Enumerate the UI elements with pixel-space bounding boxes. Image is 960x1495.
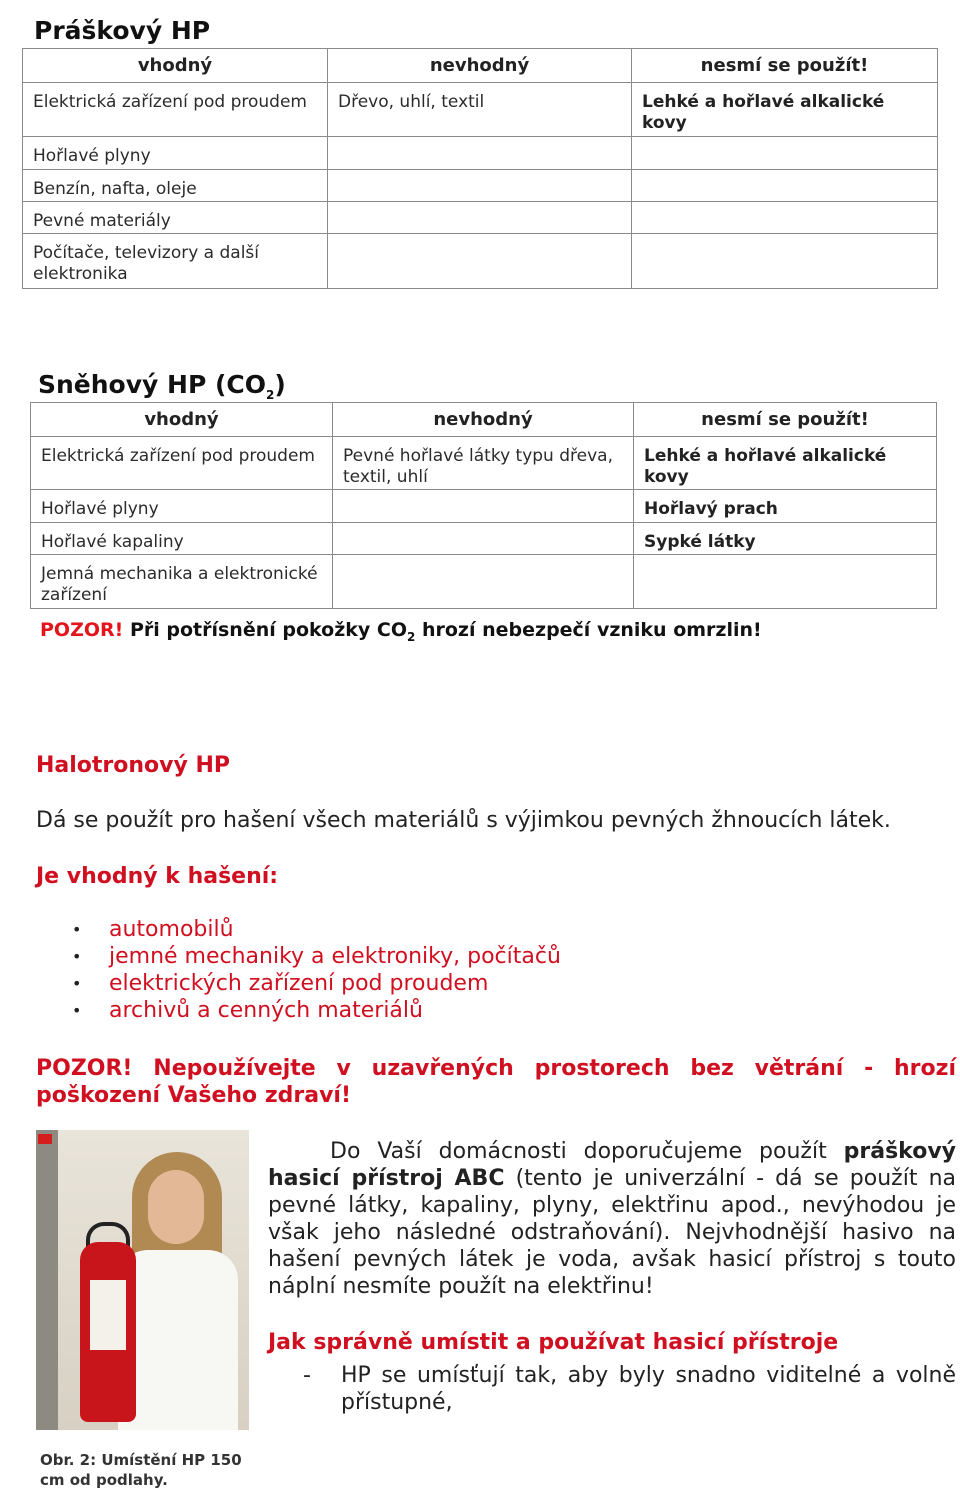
warning-label: POZOR! bbox=[40, 619, 124, 641]
table-cell bbox=[333, 555, 634, 609]
table-cell: Počítače, televizory a další elektronika bbox=[23, 234, 328, 289]
placement-dash: - bbox=[303, 1363, 311, 1388]
table-cell: Lehké a hořlavé alkalické kovy bbox=[632, 83, 938, 137]
placement-item: HP se umísťují tak, aby byly snadno viditelné a volně přístupné, bbox=[341, 1363, 956, 1415]
table-header: nesmí se použít! bbox=[632, 49, 938, 83]
table-cell bbox=[634, 555, 937, 609]
table-cell: Pevné hořlavé látky typu dřeva, textil, uhlí bbox=[333, 437, 634, 490]
table-cell: Hořlavé plyny bbox=[31, 490, 333, 523]
co2-warning: POZOR! Při potřísnění pokožky $CO_2$ hrozí nebezpečí vzniku omrzlin! bbox=[40, 619, 762, 644]
snow-title: Sněhový HP $(CO_2)$ bbox=[38, 370, 286, 402]
table-header: nevhodný bbox=[328, 49, 632, 83]
table-cell: Jemná mechanika a elektronické zařízení bbox=[31, 555, 333, 609]
snow-table bbox=[30, 402, 937, 609]
powder-title: Práškový HP bbox=[34, 16, 211, 45]
table-cell: Lehké a hořlavé alkalické kovy bbox=[634, 437, 937, 490]
list-item: • elektrických zařízení pod proudem bbox=[72, 970, 561, 997]
extinguisher-photo bbox=[36, 1130, 249, 1430]
table-cell bbox=[328, 170, 632, 202]
table-cell: Hořlavý prach bbox=[634, 490, 937, 523]
placement-heading: Jak správně umístit a používat hasicí přístroje bbox=[268, 1330, 839, 1355]
table-cell: Pevné materiály bbox=[23, 202, 328, 234]
table-cell bbox=[333, 523, 634, 555]
list-item: • automobilů bbox=[72, 916, 561, 943]
table-cell: Sypké látky bbox=[634, 523, 937, 555]
table-cell: Elektrická zařízení pod proudem bbox=[31, 437, 333, 490]
table-cell bbox=[328, 234, 632, 289]
table-cell bbox=[632, 234, 938, 289]
halotron-warning: POZOR! Nepoužívejte v uzavřených prostorech bez větrání - hrozí poškození Vašeho zdraví! bbox=[36, 1056, 956, 1108]
table-cell bbox=[328, 137, 632, 170]
list-item: • archivů a cenných materiálů bbox=[72, 997, 561, 1024]
table-header: nevhodný bbox=[333, 403, 634, 437]
suitable-list bbox=[72, 916, 561, 1024]
table-header: vhodný bbox=[31, 403, 333, 437]
table-header: nesmí se použít! bbox=[634, 403, 937, 437]
powder-table bbox=[22, 48, 938, 289]
table-cell: Benzín, nafta, oleje bbox=[23, 170, 328, 202]
table-cell: Hořlavé plyny bbox=[23, 137, 328, 170]
table-cell: Hořlavé kapaliny bbox=[31, 523, 333, 555]
halotron-heading: Halotronový HP bbox=[36, 753, 231, 778]
table-cell bbox=[333, 490, 634, 523]
table-cell bbox=[632, 202, 938, 234]
table-cell bbox=[328, 202, 632, 234]
halotron-intro: Dá se použít pro hašení všech materiálů s výjimkou pevných žhnoucích látek. bbox=[36, 808, 891, 833]
suitable-heading: Je vhodný k hašení: bbox=[36, 864, 279, 889]
table-cell: Dřevo, uhlí, textil bbox=[328, 83, 632, 137]
table-header: vhodný bbox=[23, 49, 328, 83]
figure-caption: Obr. 2: Umístění HP 150 cm od podlahy. bbox=[40, 1451, 242, 1489]
table-cell bbox=[632, 137, 938, 170]
list-item: • jemné mechaniky a elektroniky, počítačů bbox=[72, 943, 561, 970]
table-cell bbox=[632, 170, 938, 202]
table-cell: Elektrická zařízení pod proudem bbox=[23, 83, 328, 137]
recommendation-paragraph: Do Vaší domácnosti doporučujeme použít práškový hasicí přístroj ABC (tento je univerzální - dá se použít na pevné látky, kapaliny, plyny, elektřinu apod., nevýhodou je však jeho následné odstraňování). Nejvhodnější hasivo na hašení pevných látek je voda, avšak hasicí přístroj s touto náplní nesmíte použít na elektřinu! bbox=[268, 1139, 956, 1299]
